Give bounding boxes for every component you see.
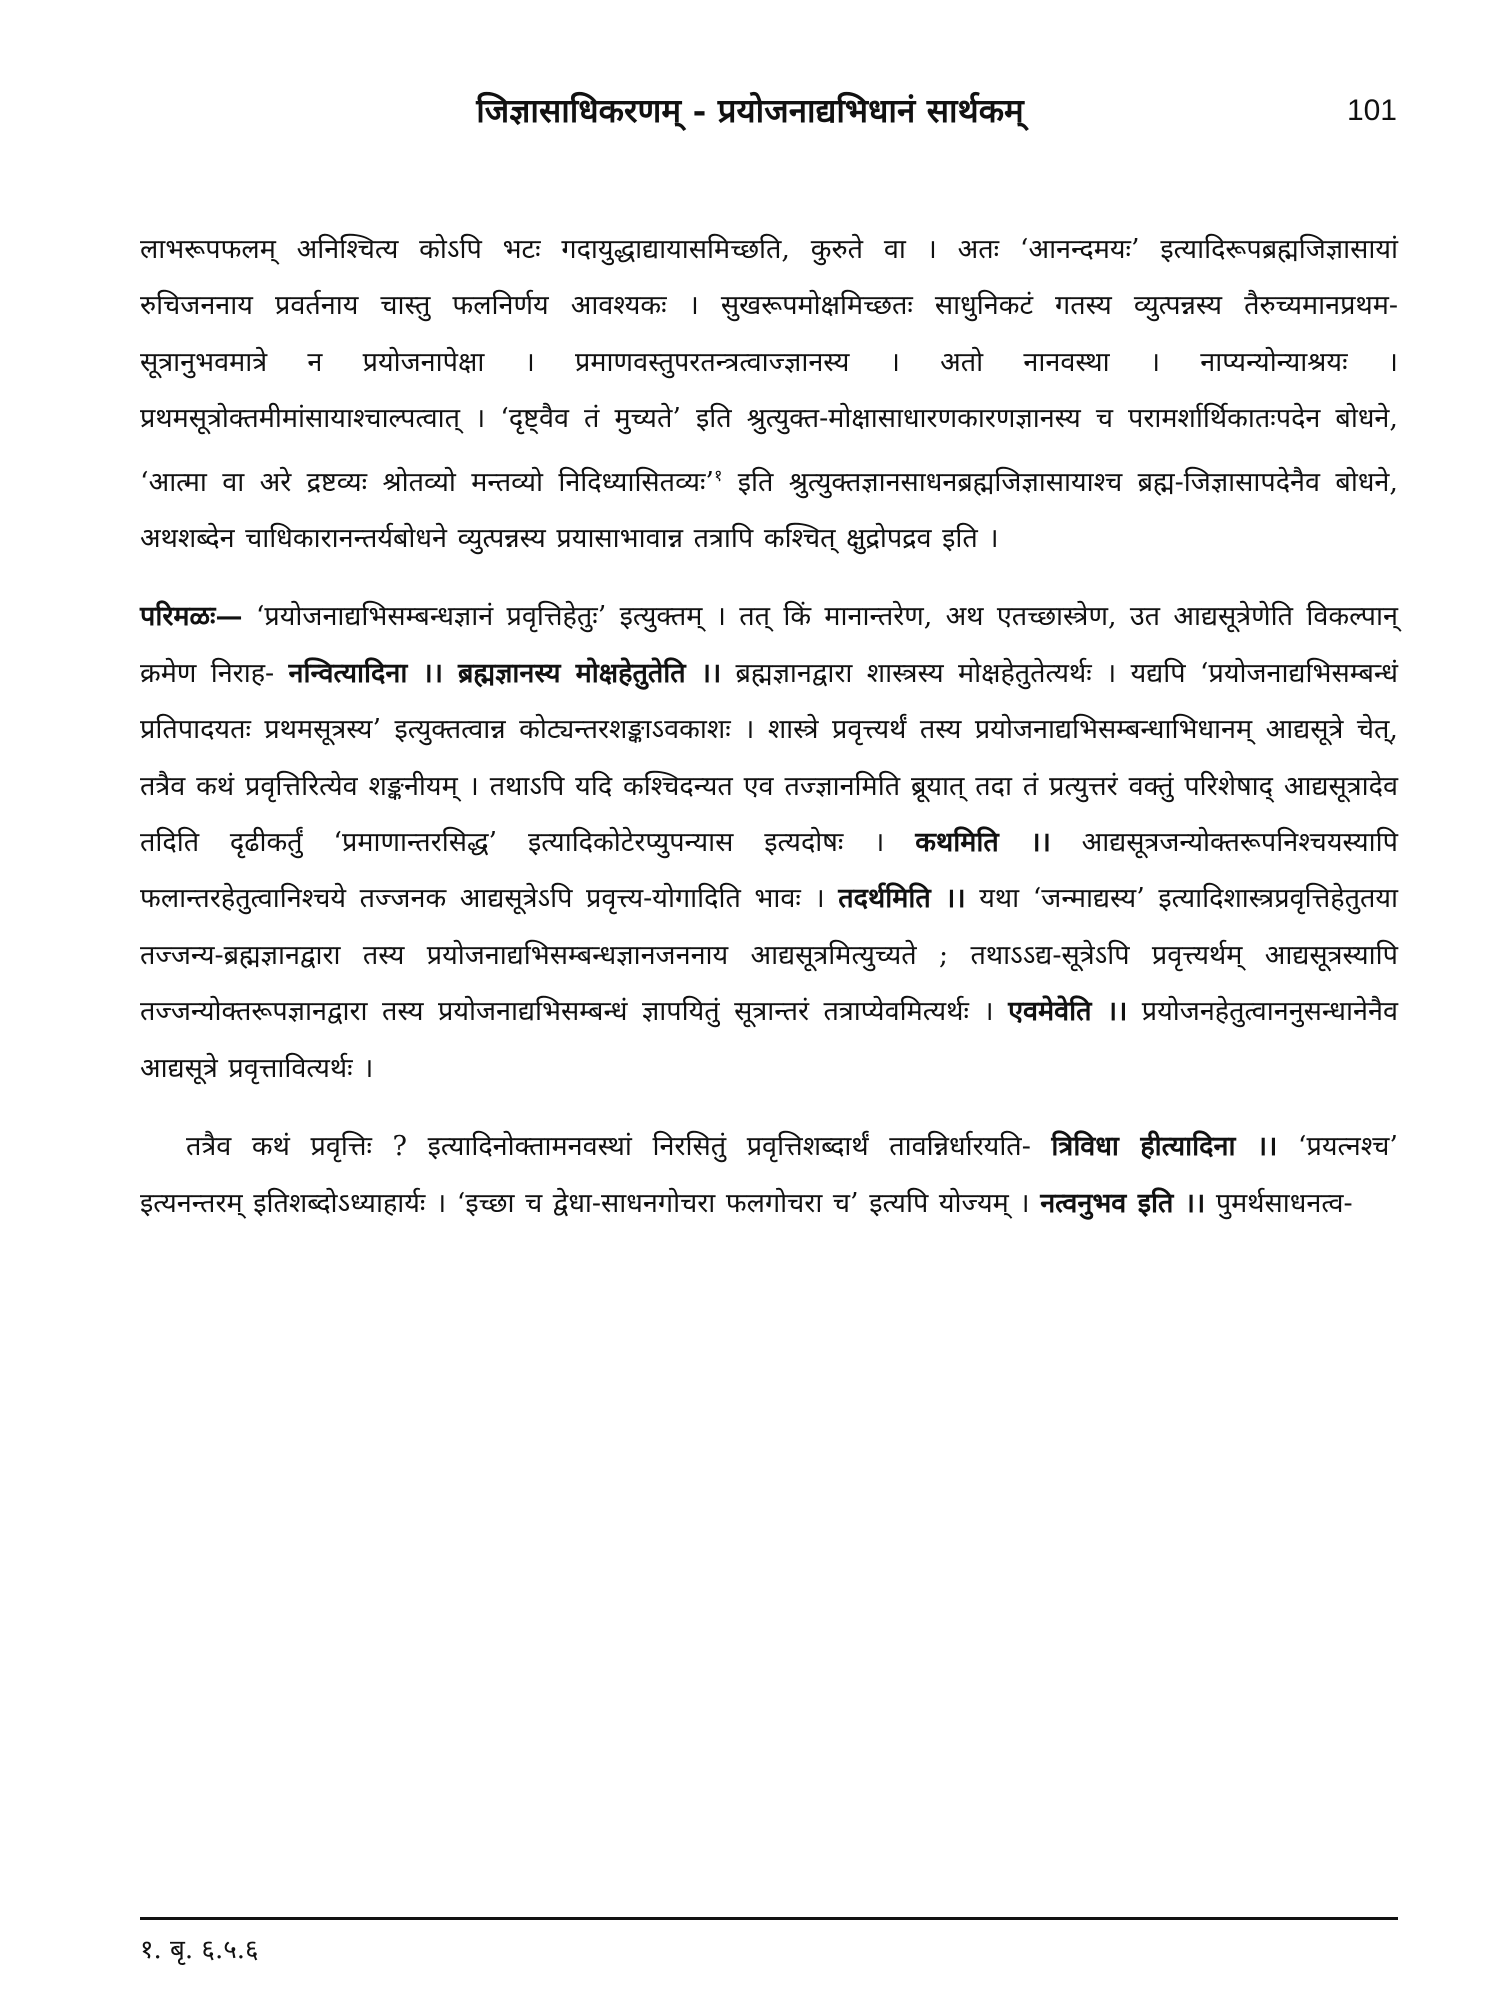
text-run: पुमर्थसाधनत्व- [1205, 1187, 1353, 1219]
footnote-marker: १ [714, 465, 723, 485]
bold-keyword: नन्वित्यादिना ।। ब्रह्मज्ञानस्य मोक्षहेतुतेति ।। [288, 657, 722, 689]
text-run: यथा ‘जन्माद्यस्य’ इत्यादिशास्त्रप्रवृत्तिहेतुतया तज्जन्य-ब्रह्मज्ञानद्वारा तस्य प्रयोजनाद्यभिसम्बन्धज्ञानजननाय आद्यसूत्रमित्युच्यते ; तथाऽऽद्य-सूत्रेऽपि प्रवृत्त्यर्थम् आद्यसूत्रस्यापि तज्जन्योक्तरूपज्ञानद्वारा तस्य प्रयोजनाद्यभिसम्बन्धं ज्ञापयितुं सूत्रान्तरं तत्राप्येवमित्यर्थः । [140, 883, 1399, 1028]
bold-keyword: तदर्थमिति ।। [838, 883, 966, 915]
bold-keyword: कथमिति ।। [915, 827, 1051, 859]
text-run: प्रयोजनहेतुत्वाननुसन्धानेनैव आद्यसूत्रे प्रवृत्तावित्यर्थः । [140, 996, 1398, 1084]
bold-keyword: नत्वनुभव इति ।। [1040, 1187, 1206, 1219]
text-run: इति श्रुत्युक्तज्ञानसाधनब्रह्मजिज्ञासायाश्च ब्रह्म-जिज्ञासापदेनैव बोधने, अथशब्देन चाधिकारानन्तर्यबोधने व्युत्पन्नस्य प्रयासाभावान्न तत्रापि कश्चित् क्षुद्रोपद्रव इति । [140, 466, 1398, 555]
text-run: ब्रह्मज्ञानद्वारा शास्त्रस्य मोक्षहेतुतेत्यर्थः । यद्यपि ‘प्रयोजनाद्यभिसम्बन्धं प्रतिपादयतः प्रथमसूत्रस्य’ इत्युक्तत्वान्न कोट्यन्तरशङ्काऽवकाशः । शास्त्रे प्रवृत्त्यर्थं तस्य प्रयोजनाद्यभिसम्बन्धाभिधानम् आद्यसूत्रे चेत्, तत्रैव कथं प्रवृत्तिरित्येव शङ्कनीयम् । तथाऽपि यदि कश्चिदन्यत एव तज्ज्ञानमिति ब्रूयात् तदा तं प्रत्युत्तरं वक्तुं परिशेषाद् आद्यसूत्रादेव तदिति दृढीकर्तुं ‘प्रमाणान्तरसिद्ध’ इत्यादिकोटेरप्युपन्यास इत्यदोषः । [140, 657, 1399, 859]
footnote: १. बृ. ६.५.६ [140, 1935, 259, 1965]
footnote-rule [140, 1917, 1398, 1920]
page-body [140, 222, 1398, 1232]
text-run: तत्रैव कथं प्रवृत्तिः ? इत्यादिनोक्तामनवस्थां निरसितुं प्रवृत्तिशब्दार्थं तावन्निर्धारयति- [186, 1131, 1052, 1163]
bold-keyword: परिमळः— [140, 601, 243, 633]
running-head-title: जिज्ञासाधिकरणम् - प्रयोजनाद्यभिधानं सार्थकम् [476, 91, 1024, 130]
text-run: आद्यसूत्रजन्योक्तरूपनिश्चयस्यापि फलान्तरहेतुत्वानिश्चये तज्जनक आद्यसूत्रेऽपि प्रवृत्त्य-योगादिति भावः । [140, 827, 1398, 915]
bold-keyword: त्रिविधा हीत्यादिना ।। [1051, 1131, 1278, 1163]
text-run: ‘प्रयत्नश्च’ इत्यनन्तरम् इतिशब्दोऽध्याहार्यः । ‘इच्छा च द्वेधा-साधनगोचरा फलगोचरा च’ इत्यपि योज्यम् । [140, 1131, 1398, 1219]
bold-keyword: एवमेवेति ।। [1008, 996, 1128, 1028]
text-run: ‘प्रयोजनाद्यभिसम्बन्धज्ञानं प्रवृत्तिहेतुः’ इत्युक्तम् । तत् किं मानान्तरेण, अथ एतच्छास्त्रेण, उत आद्यसूत्रेणेति विकल्पान् क्रमेण निराह- [140, 601, 1398, 689]
paragraph [140, 1119, 1398, 1232]
paragraph [140, 222, 1398, 567]
paragraph [140, 589, 1398, 1097]
text-run: लाभरूपफलम् अनिश्चित्य कोऽपि भटः गदायुद्धाद्यायासमिच्छति, कुरुते वा । अतः ‘आनन्दमयः’ इत्यादिरूपब्रह्मजिज्ञासायां रुचिजननाय प्रवर्तनाय चास्तु फलनिर्णय आवश्यकः । सुखरूपमोक्षमिच्छतः साधुनिकटं गतस्य व्युत्पन्नस्य तैरुच्यमानप्रथम-सूत्रानुभवमात्रे न प्रयोजनापेक्षा । प्रमाणवस्तुपरतन्त्रत्वाज्ज्ञानस्य । अतो नानवस्था । नाप्यन्योन्याश्रयः । प्रथमसूत्रोक्तमीमांसायाश्चाल्पत्वात् । ‘दृष्ट्वैव तं मुच्यते’ इति श्रुत्युक्त-मोक्षासाधारणकारणज्ञानस्य च परामर्शार्थिकातःपदेन बोधने, ‘आत्मा वा अरे द्रष्टव्यः श्रोतव्यो मन्तव्यो निदिध्यासितव्यः’ [140, 234, 1398, 498]
page-number: 101 [1346, 94, 1397, 127]
